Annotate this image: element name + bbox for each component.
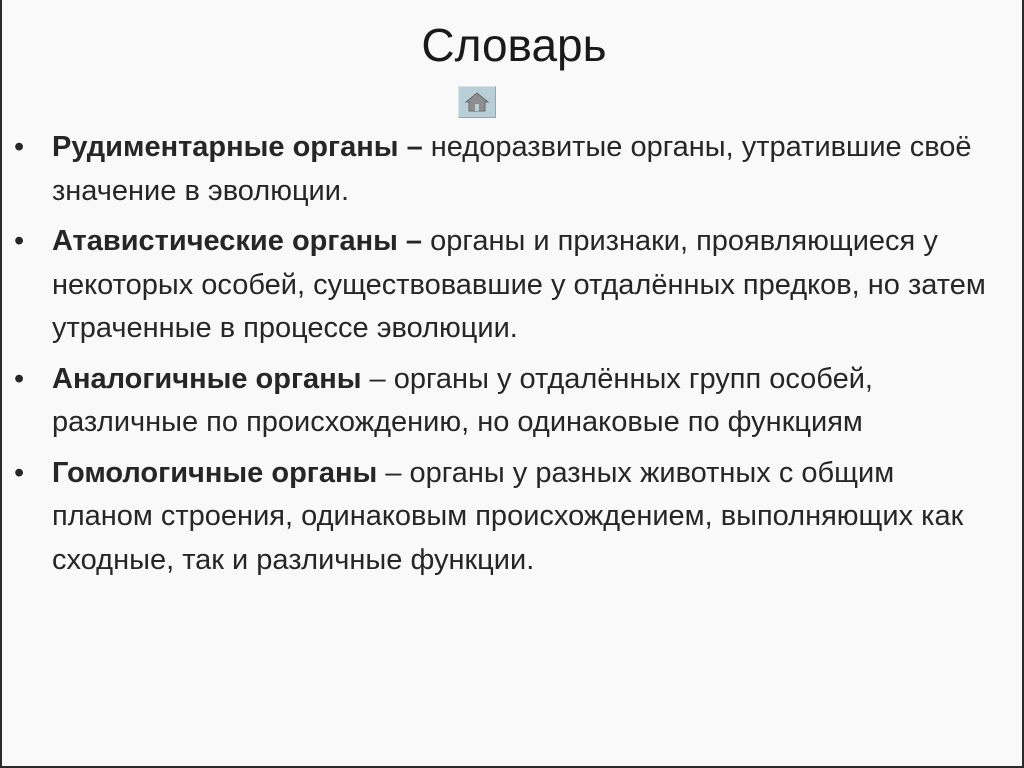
definition-text: – органы у разных животных с общим планом строения, одинаковым происхождением, выполняющих как сходные, так и различные функции.	[52, 456, 964, 576]
definition-text: недоразвитые органы, утратившие своё значение в эволюции.	[52, 131, 972, 207]
slide-title: Словарь	[421, 19, 607, 71]
home-button[interactable]	[458, 86, 496, 118]
bullet: •	[14, 225, 25, 257]
definition-text: органы и признаки, проявляющиеся у некоторых особей, существовавшие у отдалённых предков, но затем утраченные в процессе эволюции.	[52, 225, 986, 344]
term-label: Гомологичные органы	[52, 456, 378, 489]
term-label: Рудиментарные органы –	[52, 131, 423, 163]
bullet: •	[14, 362, 25, 395]
definition-item	[14, 358, 992, 445]
term-label: Аналогичные органы	[52, 362, 362, 395]
definition-item	[14, 452, 992, 583]
definition-list	[14, 126, 992, 589]
bullet: •	[14, 131, 25, 163]
definition-item	[14, 126, 992, 213]
term-label: Атавистические органы –	[52, 225, 423, 257]
definition-text: – органы у отдалённых групп особей, различные по происхождению, но одинаковые по функциям	[52, 362, 873, 438]
bullet: •	[14, 456, 25, 489]
definition-item	[14, 220, 992, 351]
home-icon	[464, 91, 490, 113]
